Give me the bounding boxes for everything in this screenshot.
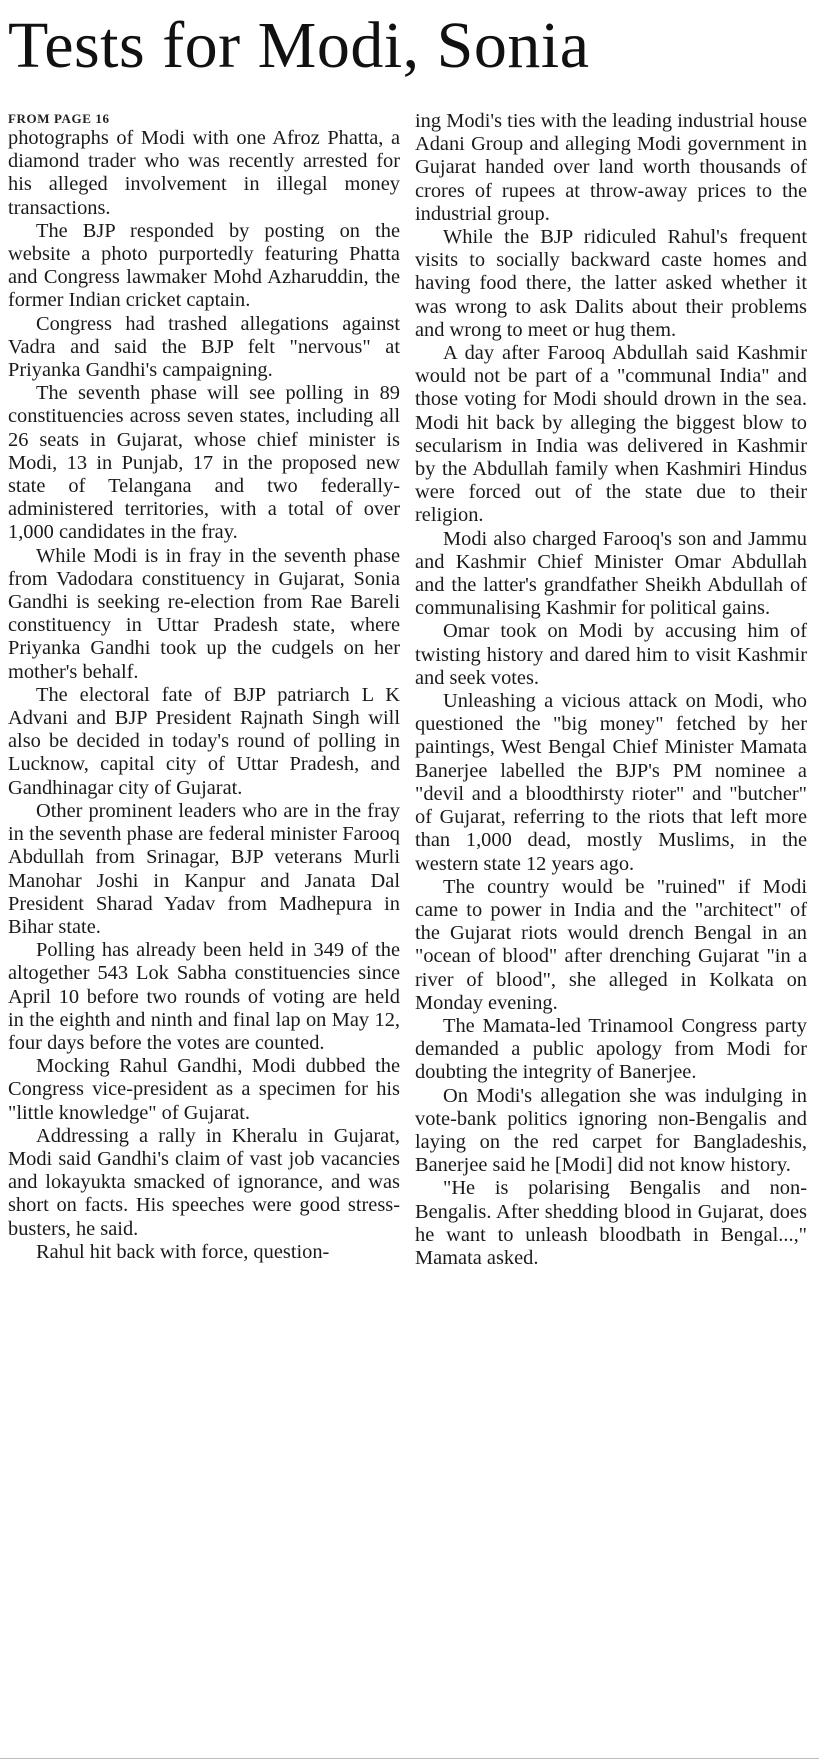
right-column <box>415 110 807 1270</box>
paragraph: The electoral fate of BJP patriarch L K Advani and BJP President Rajnath Singh will also be decided in today's round of polling in Lucknow, capital city of Uttar Pradesh, and Gandhinagar city of Gujarat. <box>8 683 400 799</box>
paragraph: The Mamata-led Trinamool Congress party demanded a public apology from Modi for doubting the integrity of Banerjee. <box>415 1014 807 1084</box>
paragraph: Unleashing a vicious attack on Modi, who questioned the "big money" fetched by her paintings, West Bengal Chief Minister Mamata Banerjee labelled the BJP's PM nominee a "devil and a bloodthirsty rioter" and "butcher" of Gujarat, referring to the riots that left more than 1,000 dead, mostly Muslims, in the western state 12 years ago. <box>415 690 807 875</box>
paragraph: While the BJP ridiculed Rahul's frequent visits to socially backward caste homes and having food there, the latter asked whether it was wrong to ask Dalits about their problems and wrong to meet or hug them. <box>415 226 807 341</box>
paragraph: The BJP responded by posting on the website a photo purportedly featuring Phatta and Congress lawmaker Mohd Azharuddin, the former Indian cricket captain. <box>8 219 400 312</box>
paragraph: Other prominent leaders who are in the fray in the seventh phase are federal minister Farooq Abdullah from Srinagar, BJP veterans Murli Manohar Joshi in Kanpur and Janata Dal President Sharad Yadav from Madhepura in Bihar state. <box>8 799 400 938</box>
paragraph: Polling has already been held in 349 of the altogether 543 Lok Sabha constituencies since April 10 before two rounds of voting are held in the eighth and ninth and final lap on May 12, four days before the votes are counted. <box>8 939 400 1054</box>
paragraph: A day after Farooq Abdullah said Kashmir would not be part of a "communal India" and those voting for Modi should drown in the sea. Modi hit back by alleging the biggest blow to secularism in India was delivered in Kashmir by the Abdullah family when Kashmiri Hindus were forced out of the state due to their religion. <box>415 342 807 527</box>
paragraph: "He is polarising Bengalis and non-Bengalis. After shedding blood in Gujarat, does he want to unleash bloodbath in Bengal...," Mamata asked. <box>415 1177 807 1269</box>
paragraph: Omar took on Modi by accusing him of twisting history and dared him to visit Kashmir and seek votes. <box>415 620 807 689</box>
paragraph: Addressing a rally in Kheralu in Gujarat, Modi said Gandhi's claim of vast job vacancies and lokayukta smacked of ignorance, and was short on facts. His speeches were good stress-busters, he said. <box>8 1124 400 1240</box>
paragraph: While Modi is in fray in the seventh phase from Vadodara constituency in Gujarat, Sonia Gandhi is seeking re-election from Rae Bareli constituency in Uttar Pradesh state, where Priyanka Gandhi took up the cudgels on her mother's behalf. <box>8 544 400 683</box>
left-column <box>8 112 400 1264</box>
paragraph: The seventh phase will see polling in 89 constituencies across seven states, including all 26 seats in Gujarat, whose chief minister is Modi, 13 in Punjab, 17 in the proposed new state of Telangana and two federally-administered territories, with a total of over 1,000 candidates in the fray. <box>8 382 400 544</box>
paragraph: Rahul hit back with force, question- <box>36 1240 330 1263</box>
paragraph: ing Modi's ties with the leading industrial house Adani Group and alleging Modi government in Gujarat handed over land worth thousands of crores of rupees at throw-away prices to the industrial group. <box>415 110 807 225</box>
headline: Tests for Modi, Sonia <box>8 9 590 82</box>
dateline: FROM PAGE 16 <box>8 111 110 126</box>
paragraph: Mocking Rahul Gandhi, Modi dubbed the Congress vice-president as a specimen for his "little knowledge" of Gujarat. <box>8 1055 400 1124</box>
paragraph: The country would be "ruined" if Modi came to power in India and the "architect" of the Gujarat riots would drench Bengal in an "ocean of blood" after drenching Gujarat "in a river of blood", she alleged in Kolkata on Monday evening. <box>415 875 807 1014</box>
paragraph: photographs of Modi with one Afroz Phatta, a diamond trader who was recently arrested for his alleged involvement in illegal money transactions. <box>8 127 400 219</box>
bottom-divider <box>0 1758 819 1759</box>
paragraph: Congress had trashed allegations against Vadra and said the BJP felt "nervous" at Priyanka Gandhi's campaigning. <box>8 312 400 382</box>
paragraph: On Modi's allegation she was indulging in vote-bank politics ignoring non-Bengalis and laying on the red carpet for Bangladeshis, Banerjee said he [Modi] did not know history. <box>415 1084 807 1177</box>
paragraph: Modi also charged Farooq's son and Jammu and Kashmir Chief Minister Omar Abdullah and the latter's grandfather Sheikh Abdullah of communalising Kashmir for political gains. <box>415 527 807 620</box>
